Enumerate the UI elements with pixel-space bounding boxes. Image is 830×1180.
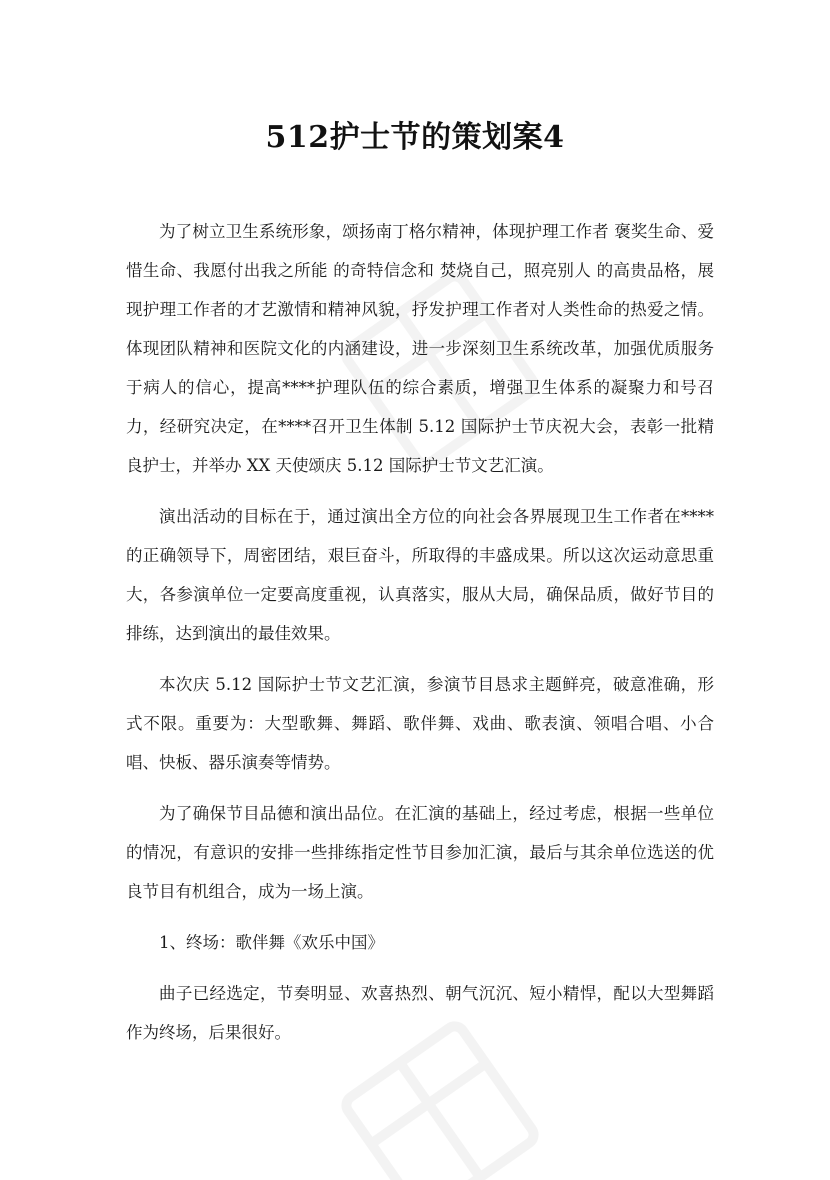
page-title: 512护士节的策划案4 [265,120,565,155]
document-body [126,212,714,1064]
paragraph: 本次庆 5.12 国际护士节文艺汇演，参演节目恳求主题鲜亮，破意准确，形式不限。重要为：大型歌舞、舞蹈、歌伴舞、戏曲、歌表演、领唱合唱、小合唱、快板、器乐演奏等情势。 [126,675,714,772]
paragraph: 演出活动的目标在于，通过演出全方位的向社会各界展现卫生工作者在****的正确领导下，周密团结，艰巨奋斗，所取得的丰盛成果。所以这次运动意思重大，各参演单位一定要高度重视，认真落实，服从大局，确保品质，做好节目的排练，达到演出的最佳效果。 [126,507,714,643]
paragraph: 为了树立卫生系统形象，颂扬南丁格尔精神，体现护理工作者 褒奖生命、爱惜生命、我愿付出我之所能 的奇特信念和 焚烧自己，照亮别人 的高贵品格，展现护理工作者的才艺激情和精神风貌，抒发护理工作者对人类性命的热爱之情。体现团队精神和医院文化的内涵建设，进一步深刻卫生系统改革，加强优质服务于病人的信心，提高****护理队伍的综合素质，增强卫生体系的凝聚力和号召力，经研究决定，在****召开卫生体制 5.12 国际护士节庆祝大会，表彰一批精良护士，并举办 XX 天使颂庆 5.12 国际护士节文艺汇演。 [126,222,714,475]
section-heading: 1、终场：歌伴舞《欢乐中国》 [159,933,384,952]
paragraph: 为了确保节目品德和演出品位。在汇演的基础上，经过考虑，根据一些单位的情况，有意识的安排一些排练指定性节目参加汇演，最后与其余单位选送的优良节目有机组合，成为一场上演。 [126,804,714,901]
paragraph: 曲子已经选定，节奏明显、欢喜热烈、朝气沉沉、短小精悍，配以大型舞蹈作为终场，后果很好。 [126,984,714,1042]
